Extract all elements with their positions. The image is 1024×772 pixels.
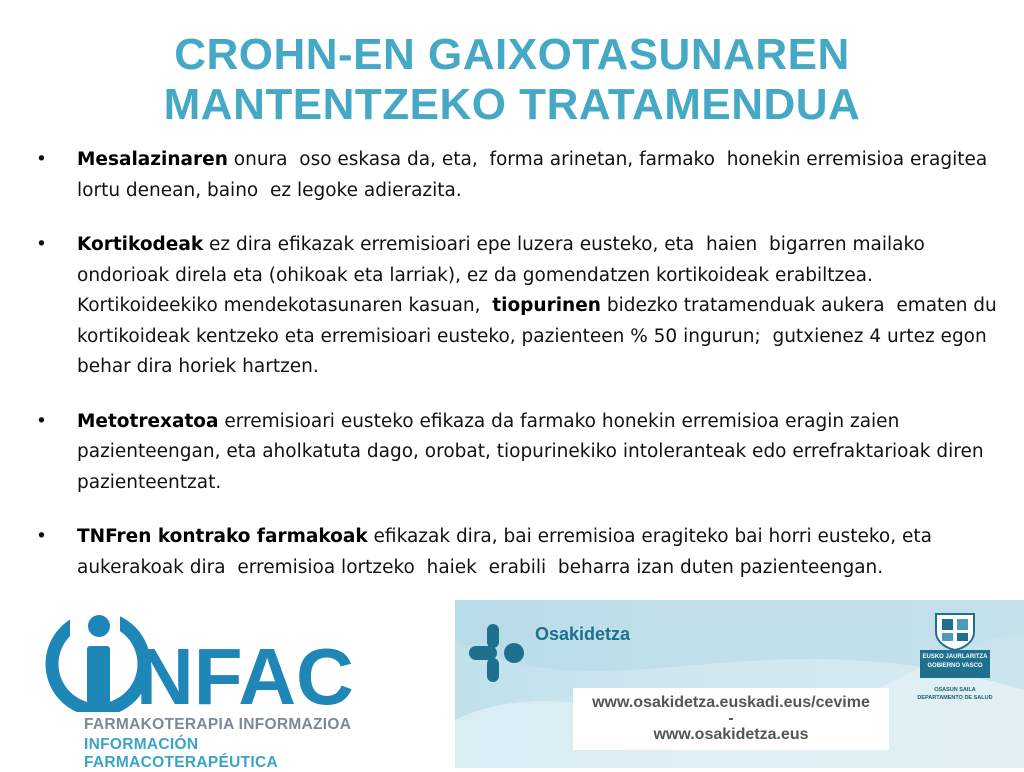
bullet-item (36, 522, 1006, 583)
infac-logo (40, 612, 380, 771)
bullet-key-term: Kortikodeak (77, 234, 204, 255)
url-separator: - (728, 710, 734, 727)
bullet-text (77, 149, 993, 201)
bullet-body-text: erremisioari eusteko efikaza da farmako honekin erremisioa eragin zaien pazienteengan, eta aholkatuta dago, orobat, tiopurinekiko intoleranteak edo errefraktarioak diren pazienteentzat. (77, 410, 990, 493)
infac-logo-mark (40, 612, 380, 712)
slide-title-line-2: MANTENTZEKO TRATAMENDUA (163, 80, 861, 129)
bullet-text (77, 234, 1003, 377)
osakidetza-banner (455, 600, 1024, 768)
bullet-body-text: ez dira efikazak erremisioari epe luzera eusteko, eta haien bigarren mailako ondorioak direla eta (ohikoak eta larriak), ez da gomendatzen kortikoideak erabiltzea. Kortikoideekiko mendekotasunaren kasuan, (77, 234, 931, 316)
slide-title (0, 30, 1024, 130)
bullet-key-term: Metotrexatoa (77, 410, 219, 432)
bullet-item (36, 145, 1006, 206)
bullet-dot-icon: • (36, 149, 47, 170)
infac-wordmark: NFAC (136, 632, 354, 712)
bullet-body-text: efikazak dira, bai erremisioa eragiteko bai horri eusteko, eta aukerakoak dira erremisioa lortzeko haiek erabili beharra izan duten pazienteengan. (77, 526, 938, 578)
gv-line-2: GOBIERNO VASCO (927, 663, 983, 669)
bullet-text (77, 411, 989, 493)
infac-subtitle-eu: FARMAKOTERAPIA INFORMAZIOA (84, 716, 352, 733)
osakidetza-logo-icon (469, 624, 529, 684)
gv-line-1: EUSKO JAURLARITZA (922, 654, 988, 660)
coat-of-arms-icon (932, 610, 978, 650)
bullet-dot-icon: • (36, 234, 47, 255)
bullet-item (36, 407, 1006, 499)
url-box (573, 688, 889, 750)
dept-line-1: OSASUN SAILA (934, 687, 976, 693)
slide-title-line-1: CROHN-EN GAIXOTASUNAREN (174, 30, 850, 79)
bullet-list (36, 145, 1006, 607)
osakidetza-name: Osakidetza (535, 624, 631, 644)
bullet-dot-icon: • (36, 526, 47, 547)
bullet-body-text: onura oso eskasa da, eta, forma arinetan, farmako honekin erremisioa eragitea lortu denean, baino ez legoke adierazita. (77, 149, 994, 201)
dept-line-2: DEPARTAMENTO DE SALUD (917, 695, 993, 701)
cevime-url-link[interactable]: www.osakidetza.euskadi.eus/cevime (592, 694, 870, 711)
bullet-body-text: bidezko tratamenduak aukera ematen du kortikoideak kentzeko eta erremisioari eusteko, pazienteen % 50 ingurun; gutxienez 4 urtez egon behar dira horiek hartzen. (77, 295, 1003, 377)
bullet-dot-icon: • (36, 410, 47, 432)
gobierno-vasco-logo (917, 610, 993, 730)
bullet-key-term: tiopurinen (492, 295, 601, 316)
bullet-key-term: Mesalazinaren (77, 149, 228, 170)
infac-subtitle-es: INFORMACIÓN FARMACOTERAPÉUTICA (84, 736, 278, 771)
bullet-key-term: TNFren kontrako farmakoak (77, 526, 368, 547)
bullet-text (77, 526, 938, 578)
bullet-item (36, 230, 1006, 383)
gobierno-vasco-label (920, 650, 990, 678)
department-label (916, 686, 994, 702)
osakidetza-url-link[interactable]: www.osakidetza.eus (653, 726, 809, 743)
